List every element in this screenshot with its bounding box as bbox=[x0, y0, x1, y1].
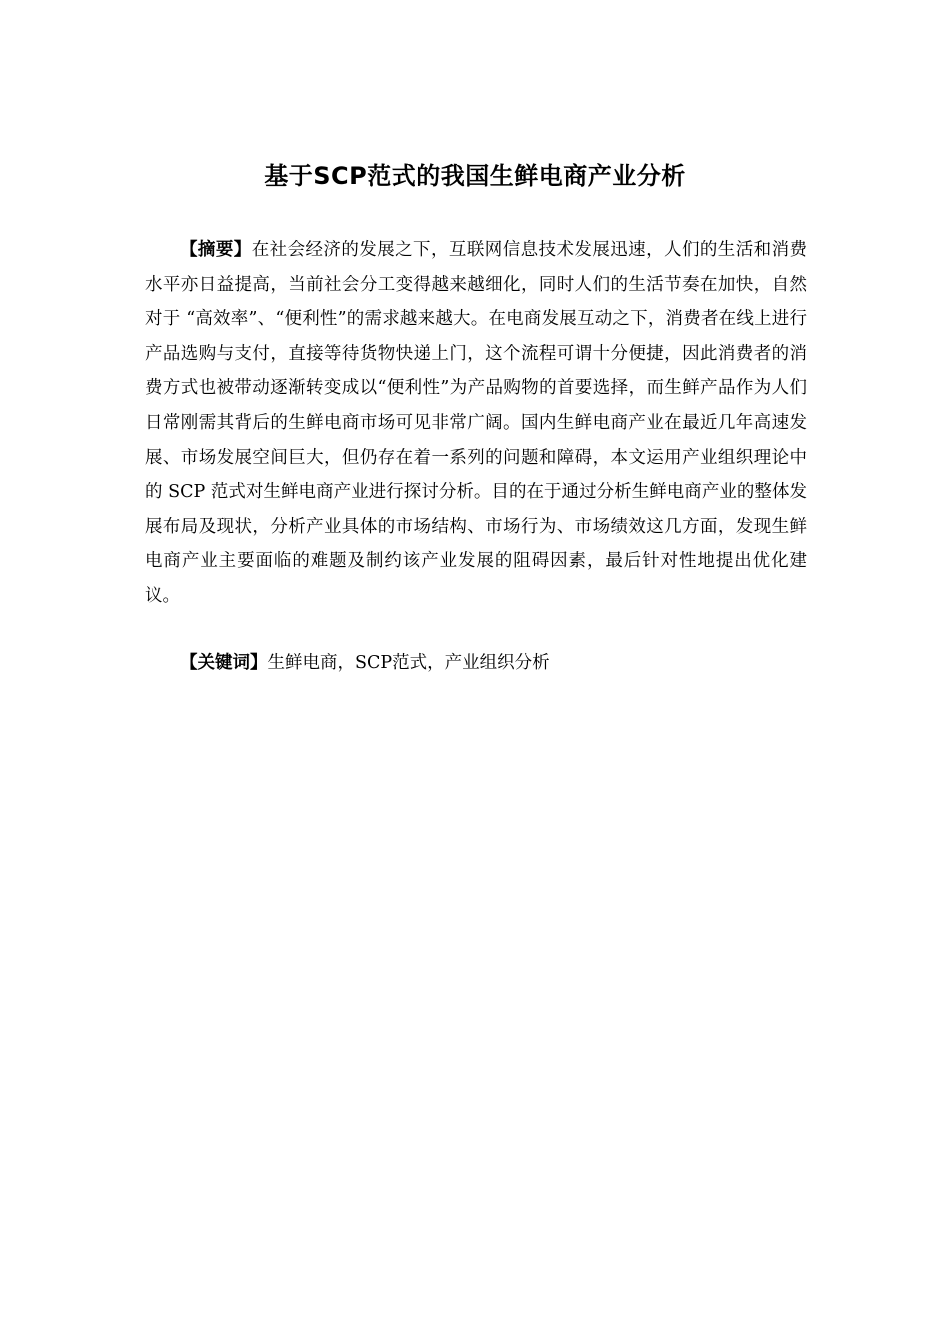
abstract-label: 【摘要】 bbox=[180, 240, 252, 260]
document-title: 基于SCP范式的我国生鲜电商产业分析 bbox=[264, 162, 686, 190]
keywords-label: 【关键词】 bbox=[180, 653, 268, 673]
abstract-paragraph bbox=[145, 233, 807, 614]
abstract-text: 在社会经济的发展之下，互联网信息技术发展迅速，人们的生活和消费水平亦日益提高，当前社会分工变得越来越细化，同时人们的生活节奏在加快，自然对于 “高效率”、“便利性”的需求越来越大。在电商发展互动之下，消费者在线上进行产品选购与支付，直接等待货物快递上门，这个流程可谓十分便捷，因此消费者的消费方式也被带动逐渐转变成以“便利性”为产品购物的首要选择，而生鲜产品作为人们日常刚需其背后的生鲜电商市场可见非常广阔。国内生鲜电商产业在最近几年高速发展、市场发展空间巨大，但仍存在着一系列的问题和障碍，本文运用产业组织理论中的 SCP 范式对生鲜电商产业进行探讨分析。目的在于通过分析生鲜电商产业的整体发展布局及现状，分析产业具体的市场结构、市场行为、市场绩效这几方面，发现生鲜电商产业主要面临的难题及制约该产业发展的阻碍因素，最后针对性地提出优化建议。 bbox=[145, 240, 808, 606]
keywords-text: 生鲜电商，SCP范式，产业组织分析 bbox=[267, 653, 550, 673]
keywords-paragraph bbox=[145, 646, 807, 681]
